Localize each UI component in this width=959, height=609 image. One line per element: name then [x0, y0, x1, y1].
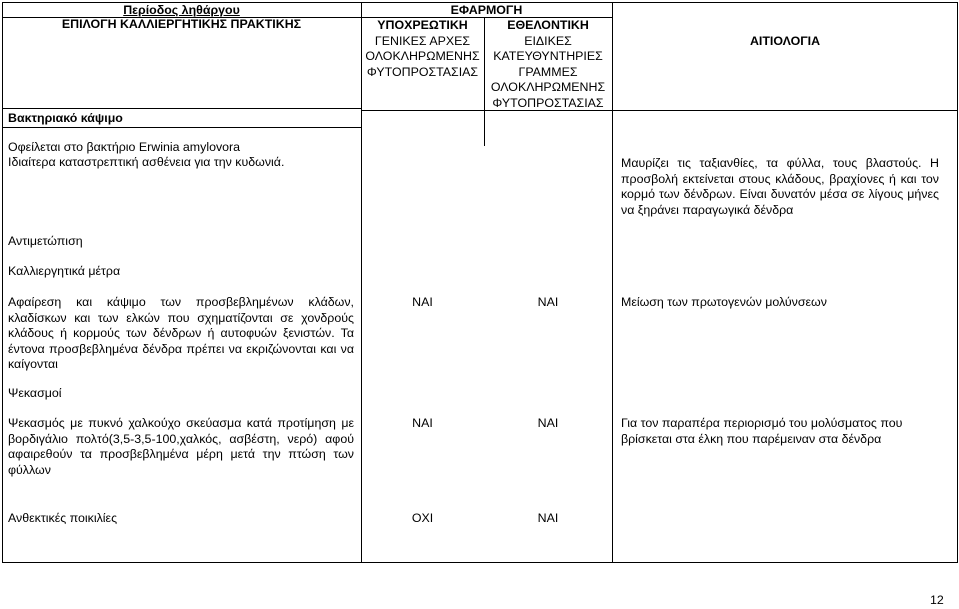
optional-value: ΝΑΙ — [537, 511, 559, 525]
justification-value: Μείωση των πρωτογενών μολύνσεων — [621, 295, 827, 309]
column-divider-1 — [361, 2, 362, 562]
optional-line: ΚΑΤΕΥΘΥΝΤΗΡΙΕΣ — [493, 49, 603, 63]
header-divider-disease — [2, 127, 361, 128]
disease-symptoms: Μαυρίζει τις ταξιανθίες, τα φύλλα, τους βλαστούς. Η προσβολή εκτείνεται στους κλάδους, βραχίονες ή και τον κορμό των δένδρων. Είναι δυνατόν μέσα σε λίγους μήνες να ξηράνει παραγωγικά δένδρα — [621, 156, 939, 217]
section-treatment: Αντιμετώπιση — [8, 234, 83, 248]
application-label: ΕΦΑΡΜΟΓΗ — [450, 3, 523, 17]
optional-value: ΝΑΙ — [537, 416, 559, 430]
table-border-bottom — [2, 562, 958, 563]
mandatory-line: ΟΛΟΚΛΗΡΩΜΕΝΗΣ — [365, 49, 480, 63]
optional-value: ΝΑΙ — [537, 295, 559, 309]
practice-copper-spray: Ψεκασμός με πυκνό χαλκούχο σκεύασμα κατά προτίμηση με βορδιγάλιο πολτό(3,5-3,5-100,χαλκός, ασβέστη, νερό) αφού αφαιρεθούν τα προσβεβλημένα μέρη μετά την πτώση των φύλλων — [8, 416, 354, 477]
mandatory-line: ΓΕΝΙΚΕΣ ΑΡΧΕΣ — [374, 33, 471, 48]
mandatory-value: ΟΧΙ — [411, 511, 434, 525]
optional-line: ΕΘΕΛΟΝΤΙΚΗ — [507, 18, 589, 32]
optional-line: ΓΡΑΜΜΕΣ — [518, 64, 578, 79]
section-cultural-measures: Καλλιεργητικά μέτρα — [8, 264, 121, 278]
period-label: Περίοδος ληθάργου — [123, 3, 240, 17]
optional-line: ΕΙΔΙΚΕΣ — [524, 33, 572, 48]
disease-cause-line: Οφείλεται στο βακτήριο Erwinia amylovora — [8, 140, 241, 154]
disease-name: Βακτηριακό κάψιμο — [8, 111, 123, 125]
page-number: 12 — [930, 593, 944, 607]
justification-label: ΑΙΤΙΟΛΟΓΙΑ — [749, 34, 821, 48]
justification-value: Για τον παραπέρα περιορισμό του μολύσματος που βρίσκεται στα έλκη που παρέμειναν στα δένδρα — [621, 416, 903, 446]
section-sprays: Ψεκασμοί — [8, 386, 62, 400]
table-border-right — [957, 2, 958, 562]
mandatory-header — [361, 18, 484, 80]
column-divider-3 — [612, 2, 613, 562]
mandatory-line: ΥΠΟΧΡΕΩΤΙΚΗ — [377, 18, 468, 32]
practice-resistant-varieties: Ανθεκτικές ποικιλίες — [8, 511, 118, 525]
header-divider-bottom — [2, 108, 361, 109]
optional-line: ΟΛΟΚΛΗΡΩΜΕΝΗΣ — [490, 80, 606, 94]
optional-line: ΦΥΤΟΠΡΟΣΤΑΣΙΑΣ — [492, 95, 604, 110]
practice-selection-label: ΕΠΙΛΟΓΗ ΚΑΛΛΙΕΡΓΗΤΙΚΗΣ ΠΡΑΚΤΙΚΗΣ — [61, 17, 302, 31]
mandatory-value: ΝΑΙ — [412, 416, 433, 430]
table-border-left — [2, 2, 3, 562]
optional-header — [484, 18, 612, 111]
practice-pruning: Αφαίρεση και κάψιμο των προσβεβλημένων κλάδων, κλαδίσκων και των ελκών που σχηματίζονται σε χονδρούς κλάδους ή κορμούς των δένδρων ή αυτοφυών ξενιστών. Τα έντονα προσβεβλημένα δένδρα πρέπει να εκριζώνονται και να καίγονται — [8, 295, 354, 371]
mandatory-line: ΦΥΤΟΠΡΟΣΤΑΣΙΑΣ — [366, 64, 479, 79]
header-divider-justification — [612, 110, 958, 111]
mandatory-value: ΝΑΙ — [412, 295, 433, 309]
disease-cause-line: Ιδιαίτερα καταστρεπτική ασθένεια για την κυδωνιά. — [8, 155, 285, 169]
